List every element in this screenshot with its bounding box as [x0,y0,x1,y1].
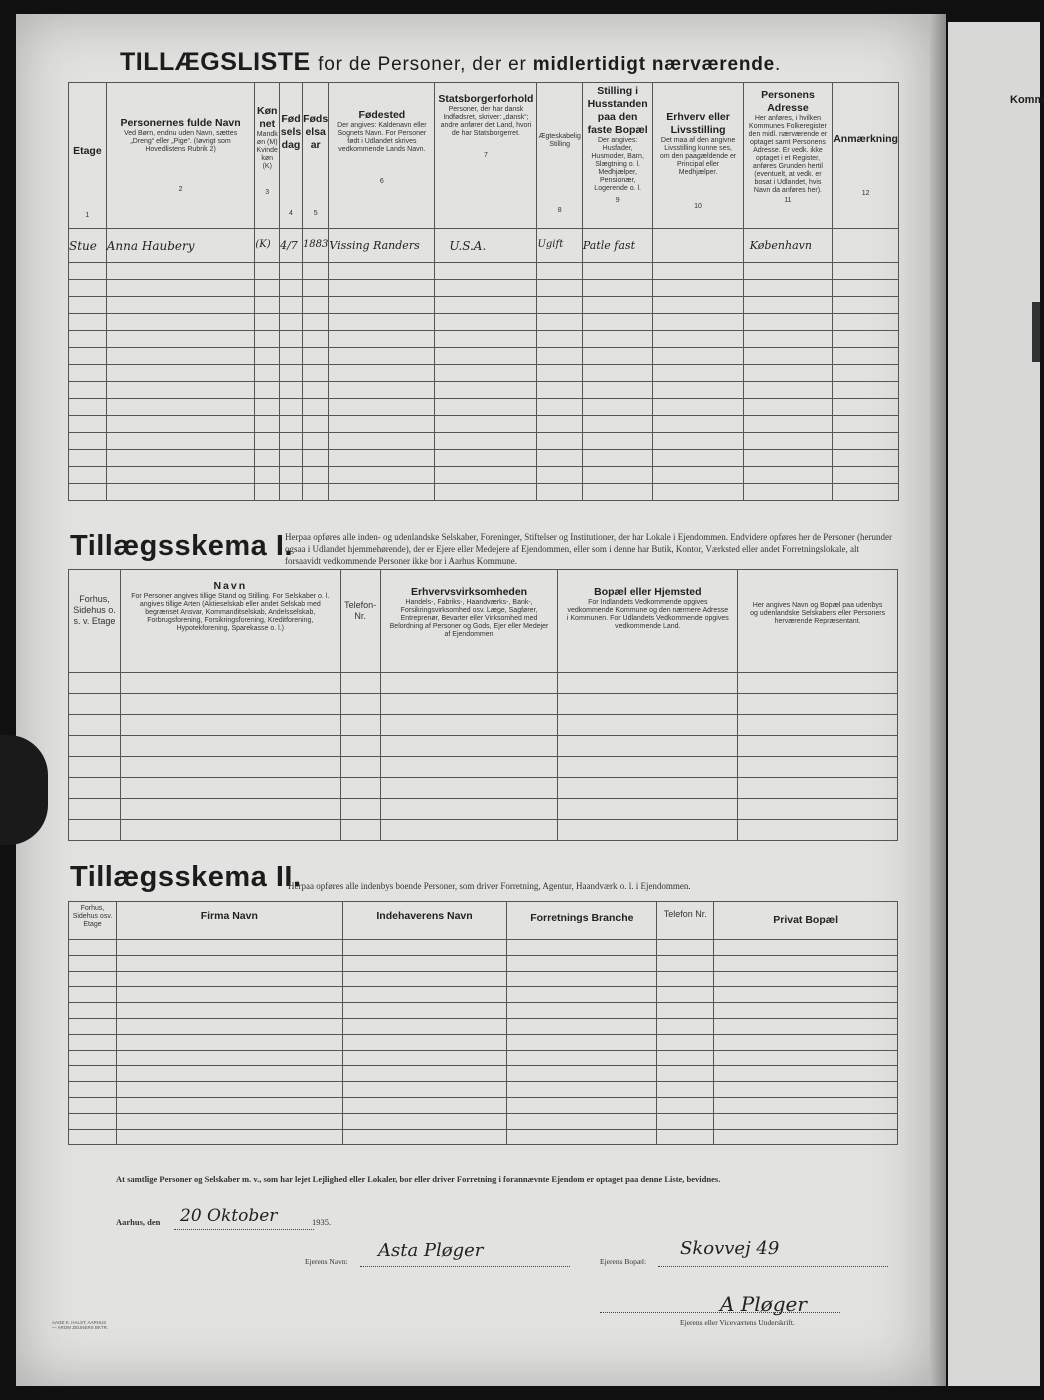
s1-hdr-telefon: Telefon-Nr. [340,570,380,673]
page-title [120,48,781,77]
hdr-navn: Personernes fulde Navn Ved Børn, endnu uden Navn, sættes „Dreng“ eller „Pige“. (Iøvrigt som Hovedlistens Rubrik 2) 2 [106,83,255,229]
skema1-table [68,569,898,841]
title-bold-b: midlertidigt nærværende [532,54,775,75]
title-bold: TILLÆGSLISTE [120,48,311,76]
hdr-statsborger: Statsborgerforhold Personer, der har dansk Indfødsret, skriver: „dansk“; andre anfører det Land, hvori de har Statsborgerret. 7 [435,83,537,229]
s1-hdr-etage: Forhus, Sidehus o. s. v. Etage [69,570,121,673]
hdr-fodested: Fødested Der angives: Kaldenavn eller Sognets Navn. For Personer født i Udlandet skrives vedkommende Lands Navn. 6 [329,83,435,229]
skema1-description: Herpaa opføres alle inden- og udenlandske Selskaber, Foreninger, Stiftelser og Institutioner, der har Lokale i Ejendommen. Endvidere opføres her de Personer (herunder ogsaa i Udlandet hjemmehørende), der er Ejere eller Medejere af Ejendommen, eller som i denne har Butik, Kontor, Værksted eller andet Forretningslokale, alt forsaavidt vedkommende Personer ikke bor i Aarhus Kommune. [285,532,892,566]
hdr-erhverv: Erhverv eller Livsstilling Det maa af den angivne Livsstilling kunne ses, om den paagældende er Principal eller Medhjælper. 10 [653,83,743,229]
owner-name-line [360,1266,570,1267]
signature: A Pløger [720,1292,807,1316]
skema2-table [68,901,898,1145]
skema2-title: Tillægsskema II. [70,861,302,893]
header-row [69,83,899,229]
cell-aegteskab: Ugift [537,239,564,250]
year: 1935. [312,1217,332,1227]
hdr-kon: Kønnet Mandkøn (M) Kvindekøn (K) 3 [255,83,280,229]
hdr-fodselsaar: Fødselsaar 5 [302,83,328,229]
facing-page-mark [1032,302,1040,362]
owner-address-line [658,1266,888,1267]
signature-label: Ejerens eller Viceværtens Underskrift. [680,1318,795,1327]
s1-hdr-bopael: Bopæl eller Hjemsted For Indlandets Vedkommende opgives vedkommende Kommune og den nærmere Adresse i Kommunen. For Udlandets Vedkommende opgives vedkommende Land. [558,570,738,673]
s2-hdr-etage: Forhus, Sidehus osv. Etage [69,902,117,940]
hdr-fodselsdag: Fødselsdag 4 [280,83,303,229]
s1-hdr-repraesentant: Her angives Navn og Bopæl paa udenbys og udenlandske Selskabers eller Personers herværende Repræsentant. [738,570,898,673]
facing-page-text: Komm [1010,94,1044,106]
hdr-anmaerkning: Anmærkning 12 [833,83,899,229]
skema1-header-row [69,570,898,673]
owner-name: Asta Pløger [378,1240,484,1261]
cell-statsborger: U.S.A. [449,239,487,253]
cell-etage: Stue [69,239,97,253]
s2-hdr-branche: Forretnings Branche [507,902,657,940]
cell-fodested: Vissing Randers [329,239,420,252]
hdr-aegteskab: Ægteskabelig Stilling 8 [537,83,582,229]
owner-name-label: Ejerens Navn: [305,1257,348,1266]
s1-hdr-navn: Navn For Personer angives tillige Stand og Stilling. For Selskaber o. l. angives tillige Arten (Aktieselskab eller andet Selskab med begrænset Ansvar, Kommanditselskab, Andelsselskab, Forbrugsforening, Forsikringsforening, Kreditforening, Hypotekforening, Sparekasse o. l.) [120,570,340,673]
cell-fodselsaar: 1883 [302,239,329,250]
title-end: . [775,54,782,75]
skema2-header-row [69,902,898,940]
date-line [174,1229,314,1230]
cell-stilling: Patle fast [582,239,635,252]
place-label: Aarhus, den [116,1217,161,1227]
owner-address-label: Ejerens Bopæl: [600,1257,647,1266]
table-row [69,229,899,263]
title-text: for de Personer, der er [318,54,527,75]
date-handwritten: 20 Oktober [180,1206,278,1226]
hdr-etage: Etage 1 [69,83,107,229]
cell-navn: Anna Haubery [106,239,195,253]
cell-kon: (K) [255,239,271,250]
facing-page [948,22,1044,1386]
owner-address: Skovvej 49 [680,1238,780,1259]
s2-hdr-indehaver: Indehaverens Navn [342,902,507,940]
skema2-description: Herpaa opføres alle indenbys boende Personer, som driver Forretning, Agentur, Haandværk o. l. i Ejendommen. [288,881,691,891]
cell-fodselsdag: 4/7 [280,239,298,252]
hdr-adresse: Personens Adresse Her anføres, i hvilken Kommunes Folkeregister den midl. nærværende er optaget samt Personens Adresse. Er vedk. ikke optaget i et Register, anføres Grunden hertil (eventuelt, at vedk. er bosat i Udlandet, hvis Navn da anføres her). 11 [743,83,832,229]
printer-imprint: AAGE K. HALST, AARHUS — AROM ZEUNERS BKTR. [52,1320,109,1330]
s1-hdr-erhverv: Erhvervsvirksomheden Handels-, Fabriks-, Haandværks-, Bank-, Forsikringsvirksomhed osv. Læge, Sagfører, Entreprenør, Bevarter eller Virksomhed med Belordning af Personer og Gods, Ejer eller Medejer af Ejendommen [380,570,558,673]
s2-hdr-firma: Firma Navn [116,902,342,940]
certification-statement: At samtlige Personer og Selskaber m. v., som har lejet Lejlighed eller Lokaler, bor eller driver Forretning i forannævnte Ejendom er optaget paa denne Liste, bevidnes. [116,1174,721,1184]
skema1-title: Tillægsskema I. [70,530,293,562]
tillaegsliste-table [68,82,899,501]
cell-adresse: København [749,239,812,252]
hdr-stilling: Stilling i Husstanden paa den faste Bopæl Der angives: Husfader, Husmoder, Barn, Slægtning o. l. Medhjælper, Pensionær, Logerende o. l. 9 [582,83,653,229]
s2-hdr-bopael: Privat Bopæl [714,902,898,940]
s2-hdr-telefon: Telefon Nr. [657,902,714,940]
page-edge [930,14,946,1386]
